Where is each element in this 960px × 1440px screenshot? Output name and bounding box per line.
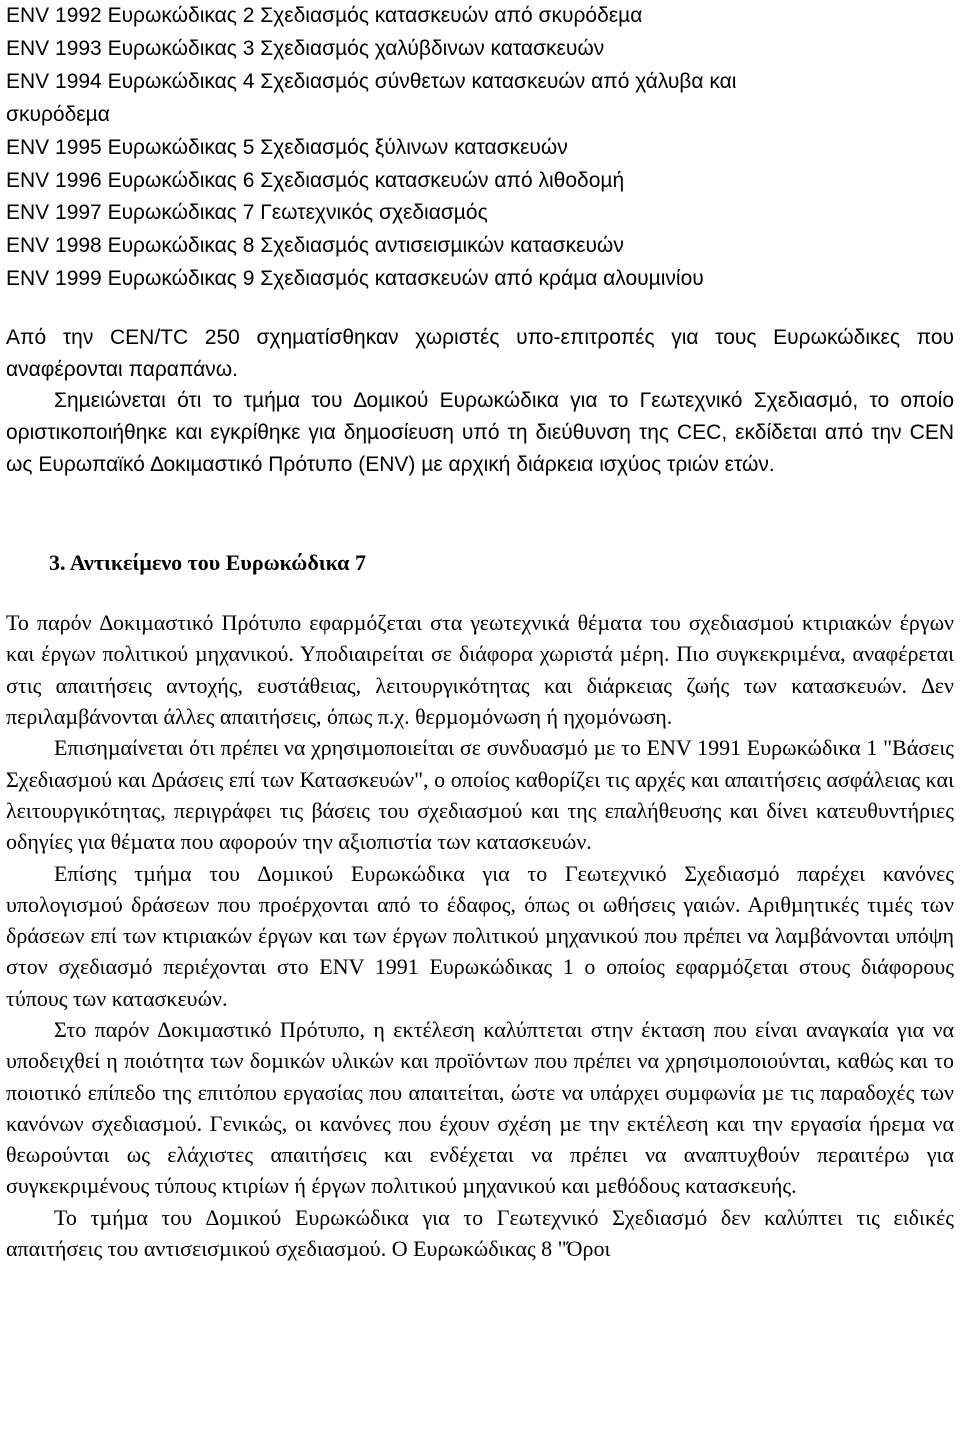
spacer [6,480,954,548]
body-paragraph: Επίσης τµήµα του ∆οµικού Ευρωκώδικα για το Γεωτεχνικό Σχεδιασµό παρέχει κανόνες υπολογισµού δράσεων που προέρχονται από το έδαφος, όπως οι ωθήσεις γαιών. Αριθµητικές τιµές των δράσεων επί των κτιριακών έργων και των έργων πολιτικού µηχανικού που πρέπει να λαµβάνονται υπόψη στον σχεδιασµό περιέχονται στο ENV 1991 Ευρωκώδικας 1 ο οποίος εφαρµόζεται στους διάφορους τύπους των κατασκευών. [6,860,954,1011]
document-page [6,0,954,1264]
body-paragraph: Επισηµαίνεται ότι πρέπει να χρησιµοποιείται σε συνδυασµό µε το ENV 1991 Ευρωκώδικα 1 "Βάσεις Σχεδιασµού και ∆ράσεις επί των Κατασκευών", ο οποίος καθορίζει τις αρχές και απαιτήσεις ασφάλειας και λειτουργικότητας, περιγράφει τις βάσεις του σχεδιασµού και της επαλήθευσης και δίνει κατευθυντήριες οδηγίες για θέµατα που αφορούν την αξιοπιστία των κατασκευών. [6,735,954,855]
list-item: ENV 1994 Ευρωκώδικας 4 Σχεδιασµός σύνθετων κατασκευών από χάλυβα και [6,69,737,93]
list-item: ENV 1993 Ευρωκώδικας 3 Σχεδιασµός χαλύβδινων κατασκευών [6,36,605,60]
list-item: ENV 1992 Ευρωκώδικας 2 Σχεδιασµός κατασκευών από σκυρόδεµα [6,4,643,27]
body-paragraph: Στο παρόν ∆οκιµαστικό Πρότυπο, η εκτέλεση καλύπτεται στην έκταση που είναι αναγκαία για να υποδειχθεί η ποιότητα των δοµικών υλικών και προϊόντων που πρέπει να χρησιµοποιούνται, καθώς και το ποιοτικό επίπεδο της επιτόπου εργασίας που απαιτείται, ώστε να υπάρχει συµφωνία µε τις παραδοχές των κανόνων σχεδιασµού. Γενικώς, οι κανόνες που έχουν σχέση µε την εκτέλεση και την εργασία ήρεµα να θεωρούνται ως ελάχιστες απαιτήσεις και ενδέχεται να πρέπει να αναπτυχθούν περαιτέρω για συγκεκριµένους τύπους κτιρίων ή έργων πολιτικού µηχανικού και µεθόδους κατασκευής. [6,1016,954,1199]
list-item: ENV 1995 Ευρωκώδικας 5 Σχεδιασµός ξύλινων κατασκευών [6,135,568,159]
intro-paragraph: Από την CEN/TC 250 σχηµατίσθηκαν χωριστές υπο-επιτροπές για τους Ευρωκώδικες που αναφέρονται παραπάνω. [6,326,954,381]
list-item: ENV 1997 Ευρωκώδικας 7 Γεωτεχνικός σχεδιασµός [6,201,488,225]
intro-paragraph: Σηµειώνεται ότι το τµήµα του ∆οµικού Ευρωκώδικα για το Γεωτεχνικό Σχεδιασµό, το οποίο οριστικοποιήθηκε και εγκρίθηκε για δηµοσίευση υπό τη διεύθυνση της CEC, εκδίδεται από την CEN ως Ευρωπαϊκό ∆οκιµαστικό Πρότυπο (ENV) µε αρχική διάρκεια ισχύος τριών ετών. [6,389,954,476]
list-item: ENV 1998 Ευρωκώδικας 8 Σχεδιασµός αντισεισµικών κατασκευών [6,234,624,258]
section-heading: 3. Αντικείµενο του Ευρωκώδικα 7 [49,550,366,576]
list-item: ENV 1999 Ευρωκώδικας 9 Σχεδιασµός κατασκευών από κράµα αλουµινίου [6,267,704,291]
body-paragraph: Το τµήµα του ∆οµικού Ευρωκώδικα για το Γεωτεχνικό Σχεδιασµό δεν καλύπτει τις ειδικές απαιτήσεις του αντισεισµικού σχεδιασµού. Ο Ευρωκώδικας 8 "Όροι [6,1204,954,1262]
eurocode-list [6,0,954,296]
body-paragraph: Το παρόν ∆οκιµαστικό Πρότυπο εφαρµόζεται στα γεωτεχνικά θέµατα του σχεδιασµού κτιριακών έργων και έργων πολιτικού µηχανικού. Υποδιαιρείται σε διάφορα χωριστά µέρη. Πιο συγκεκριµένα, αναφέρεται στις απαιτήσεις αντοχής, ευστάθειας, λειτουργικότητας και διάρκειας ζωής των κατασκευών. ∆εν περιλαµβάνονται άλλες απαιτήσεις, όπως π.χ. θερµοµόνωση ή ηχοµόνωση. [6,610,954,730]
list-item: σκυρόδεµα [6,102,110,126]
spacer [6,296,954,322]
list-item: ENV 1996 Ευρωκώδικας 6 Σχεδιασµός κατασκευών από λιθοδοµή [6,168,625,192]
spacer [6,578,954,607]
